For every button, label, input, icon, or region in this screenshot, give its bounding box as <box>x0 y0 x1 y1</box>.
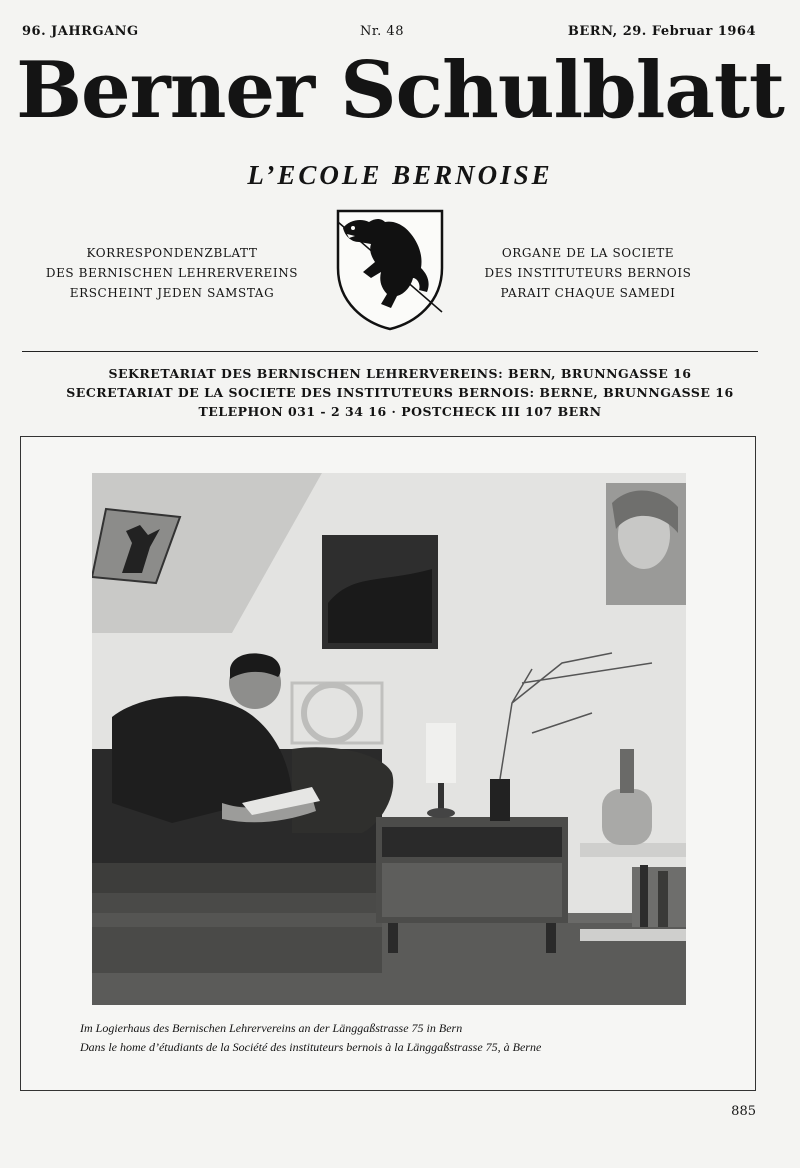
left-line-1: KORRESPONDENZBLATT <box>86 246 258 260</box>
right-column-info <box>438 243 738 303</box>
issue-date: BERN, 29. Februar 1964 <box>567 24 756 39</box>
masthead-subtitle: L’ECOLE BERNOISE <box>247 160 553 190</box>
photo-caption-fr: Dans le home d’étudiants de la Société des instituteurs bernois à la Länggaßstrasse 75, à Berne <box>80 1040 542 1054</box>
secretariat-line-de: SEKRETARIAT DES BERNISCHEN LEHRERVEREINS: BERN, BRUNNGASSE 16 <box>108 366 692 381</box>
left-line-3: ERSCHEINT JEDEN SAMSTAG <box>69 286 275 300</box>
right-line-3: PARAIT CHAQUE SAMEDI <box>500 286 676 300</box>
page-number: 885 <box>731 1104 756 1119</box>
room-photograph <box>92 473 686 1005</box>
right-line-2: DES INSTITUTEURS BERNOIS <box>484 266 692 280</box>
contact-line: TELEPHON 031 - 2 34 16 · POSTCHECK III 107 BERN <box>198 404 602 419</box>
masthead-title: Berner Schulblatt <box>16 45 784 136</box>
bern-bear-coat-of-arms-icon <box>335 208 445 332</box>
right-line-1: ORGANE DE LA SOCIETE <box>501 246 675 260</box>
header-divider <box>22 351 758 352</box>
issue-number: Nr. 48 <box>360 24 404 39</box>
left-line-2: DES BERNISCHEN LEHRERVEREINS <box>45 266 299 280</box>
photo-caption-de: Im Logierhaus des Bernischen Lehrervereins an der Länggaßstrasse 75 in Bern <box>80 1021 463 1035</box>
left-column-info <box>22 243 322 303</box>
volume-label: 96. JAHRGANG <box>22 24 139 39</box>
secretariat-line-fr: SECRETARIAT DE LA SOCIETE DES INSTITUTEURS BERNOIS: BERNE, BRUNNGASSE 16 <box>66 385 734 400</box>
